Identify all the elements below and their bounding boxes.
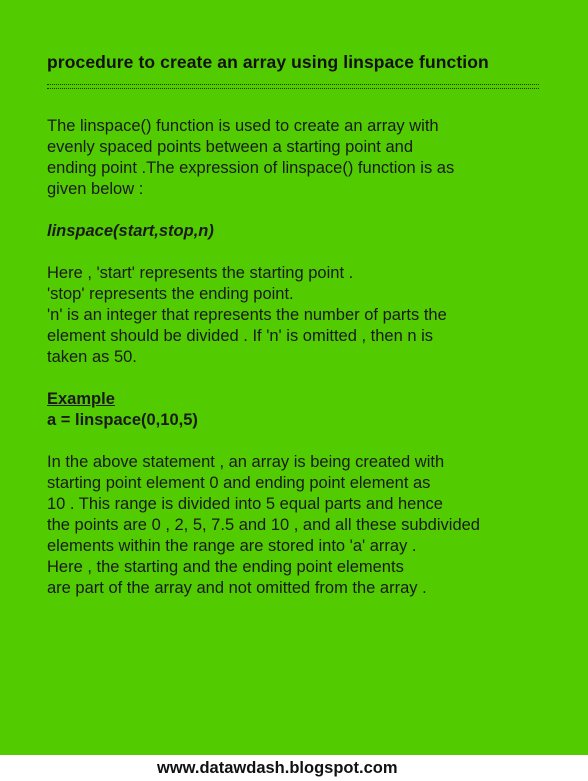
intro-line: evenly spaced points between a starting point and [47, 138, 413, 156]
example-code: a = linspace(0,10,5) [47, 411, 198, 429]
explanation-line: Here , 'start' represents the starting point . [47, 264, 354, 282]
explanation-line: 'stop' represents the ending point. [47, 285, 294, 303]
description-line: In the above statement , an array is being created with [47, 453, 445, 471]
formula-paragraph [47, 221, 567, 242]
description-line: 10 . This range is divided into 5 equal parts and hence [47, 495, 443, 513]
intro-line: The linspace() function is used to create an array with [47, 117, 439, 135]
explanation-line: 'n' is an integer that represents the number of parts the [47, 306, 447, 324]
example-block [47, 389, 567, 431]
description-line: starting point element 0 and ending point element as [47, 474, 431, 492]
title-underline-divider [47, 84, 539, 89]
footer-website-url: www.datawdash.blogspot.com [157, 759, 398, 777]
document-body [47, 116, 567, 599]
description-line: the points are 0 , 2, 5, 7.5 and 10 , and all these subdivided [47, 516, 480, 534]
footer-bar [0, 755, 588, 781]
explanation-line: element should be divided . If 'n' is omitted , then n is [47, 327, 434, 345]
description-line: Here , the starting and the ending point elements [47, 558, 404, 576]
intro-line: given below : [47, 180, 144, 198]
example-heading: Example [47, 390, 115, 408]
explanation-paragraph [47, 263, 567, 368]
function-signature: linspace(start,stop,n) [47, 222, 214, 240]
description-line: elements within the range are stored into 'a' array . [47, 537, 417, 555]
document-title: procedure to create an array using linspace function [47, 52, 489, 72]
description-paragraph [47, 452, 567, 599]
intro-line: ending point .The expression of linspace() function is as [47, 159, 455, 177]
explanation-line: taken as 50. [47, 348, 137, 366]
intro-paragraph [47, 116, 567, 200]
description-line: are part of the array and not omitted from the array . [47, 579, 427, 597]
